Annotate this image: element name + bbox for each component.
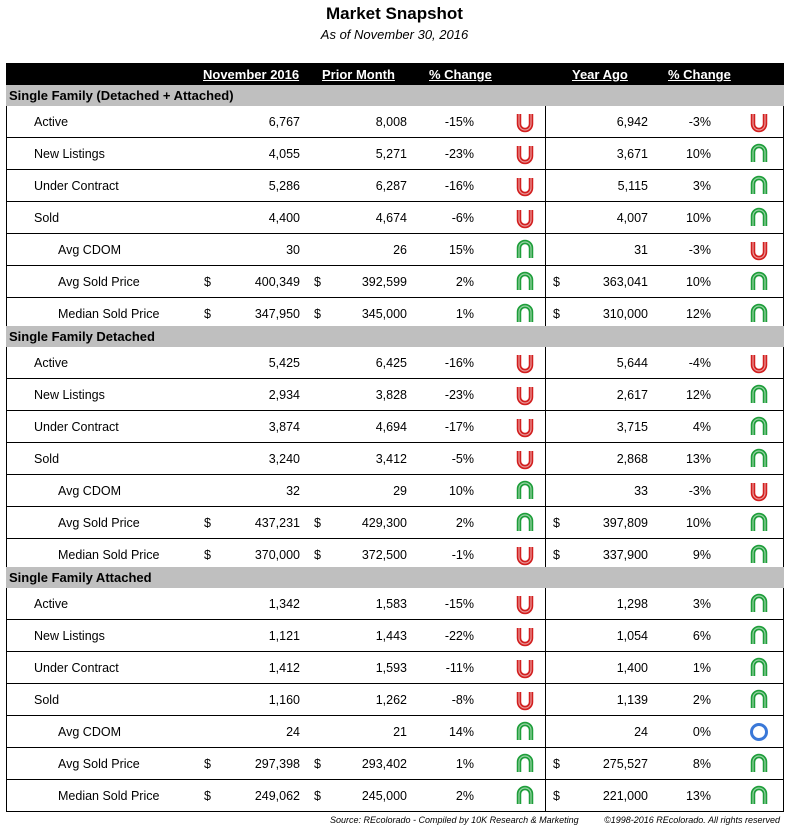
section-header	[6, 85, 784, 106]
row-label: Under Contract	[34, 420, 119, 434]
pct-change-year: 8%	[692, 757, 711, 771]
column-border	[545, 347, 546, 571]
year-ago-value: 31	[634, 243, 648, 257]
row-divider	[6, 811, 784, 812]
year-ago-value: 397,809	[602, 516, 648, 530]
pct-change-year: 3%	[692, 597, 711, 611]
row-label: Median Sold Price	[58, 307, 160, 321]
currency-symbol: $	[314, 275, 321, 289]
table-row	[6, 443, 784, 475]
year-ago-value: 5,644	[616, 356, 648, 370]
row-label: Active	[34, 115, 69, 129]
table-row	[6, 748, 784, 780]
year-ago-value: 221,000	[602, 789, 648, 803]
trend-up-icon	[749, 207, 769, 229]
prior-month-value: 6,425	[375, 356, 407, 370]
row-label: Avg CDOM	[58, 484, 121, 498]
table-row	[6, 780, 784, 812]
currency-symbol: $	[314, 757, 321, 771]
trend-down-icon	[749, 111, 769, 133]
table-row	[6, 507, 784, 539]
trend-down-icon	[515, 544, 535, 566]
trend-up-icon	[515, 753, 535, 775]
trend-up-icon	[749, 689, 769, 711]
prior-month-value: 3,828	[375, 388, 407, 402]
year-ago-value: 1,400	[616, 661, 648, 675]
prior-month-value: 372,500	[361, 548, 407, 562]
row-label: Avg Sold Price	[58, 275, 140, 289]
pct-change-month: 2%	[455, 789, 474, 803]
prior-month-value: 293,402	[361, 757, 407, 771]
trend-neutral-icon	[749, 721, 769, 743]
row-label: New Listings	[34, 388, 105, 402]
pct-change-year: 9%	[692, 548, 711, 562]
pct-change-year: 12%	[685, 388, 711, 402]
pct-change-year: 10%	[685, 516, 711, 530]
currency-symbol: $	[204, 789, 211, 803]
section-title: Single Family (Detached + Attached)	[9, 88, 234, 103]
table-row	[6, 411, 784, 443]
prior-month-value: 429,300	[361, 516, 407, 530]
prior-month-value: 4,694	[375, 420, 407, 434]
current-value: 249,062	[254, 789, 300, 803]
prior-month-value: 392,599	[361, 275, 407, 289]
prior-month-value: 1,443	[375, 629, 407, 643]
year-ago-value: 1,298	[616, 597, 648, 611]
row-label: Avg Sold Price	[58, 757, 140, 771]
section-header	[6, 326, 784, 347]
currency-symbol: $	[314, 548, 321, 562]
trend-up-icon	[749, 753, 769, 775]
pct-change-month: -22%	[444, 629, 474, 643]
row-label: Active	[34, 597, 69, 611]
currency-symbol: $	[553, 307, 560, 321]
currency-symbol: $	[553, 275, 560, 289]
row-label: Under Contract	[34, 179, 119, 193]
prior-month-value: 345,000	[361, 307, 407, 321]
prior-month-value: 5,271	[375, 147, 407, 161]
row-label: Active	[34, 356, 69, 370]
current-value: 1,121	[268, 629, 300, 643]
prior-month-value: 4,674	[375, 211, 407, 225]
pct-change-month: -6%	[451, 211, 474, 225]
table-row	[6, 379, 784, 411]
pct-change-year: 10%	[685, 211, 711, 225]
trend-down-icon	[515, 207, 535, 229]
trend-up-icon	[515, 512, 535, 534]
trend-down-icon	[515, 625, 535, 647]
column-header-year-ago: Year Ago	[572, 67, 628, 82]
column-border	[6, 106, 7, 330]
row-label: Median Sold Price	[58, 548, 160, 562]
year-ago-value: 6,942	[616, 115, 648, 129]
current-value: 1,160	[268, 693, 300, 707]
year-ago-value: 2,868	[616, 452, 648, 466]
pct-change-month: -1%	[451, 548, 474, 562]
trend-up-icon	[515, 721, 535, 743]
pct-change-month: 1%	[455, 307, 474, 321]
current-value: 4,400	[268, 211, 300, 225]
pct-change-year: -3%	[688, 115, 711, 129]
column-border	[783, 347, 784, 571]
trend-up-icon	[749, 593, 769, 615]
currency-symbol: $	[204, 516, 211, 530]
pct-change-month: 15%	[448, 243, 474, 257]
pct-change-month: -16%	[444, 179, 474, 193]
column-border	[783, 588, 784, 812]
prior-month-value: 21	[393, 725, 407, 739]
trend-down-icon	[749, 239, 769, 261]
prior-month-value: 8,008	[375, 115, 407, 129]
current-value: 30	[286, 243, 300, 257]
section-header	[6, 567, 784, 588]
currency-symbol: $	[204, 548, 211, 562]
pct-change-month: -23%	[444, 147, 474, 161]
trend-up-icon	[749, 143, 769, 165]
current-value: 1,412	[268, 661, 300, 675]
row-label: New Listings	[34, 629, 105, 643]
trend-up-icon	[749, 416, 769, 438]
column-border	[6, 588, 7, 812]
pct-change-year: 6%	[692, 629, 711, 643]
row-label: New Listings	[34, 147, 105, 161]
year-ago-value: 24	[634, 725, 648, 739]
current-value: 32	[286, 484, 300, 498]
trend-down-icon	[515, 448, 535, 470]
trend-up-icon	[749, 303, 769, 325]
pct-change-month: -8%	[451, 693, 474, 707]
currency-symbol: $	[553, 516, 560, 530]
row-label: Avg Sold Price	[58, 516, 140, 530]
prior-month-value: 1,583	[375, 597, 407, 611]
trend-down-icon	[749, 352, 769, 374]
column-header-pct-change-year: % Change	[668, 67, 731, 82]
trend-down-icon	[515, 657, 535, 679]
table-row	[6, 588, 784, 620]
pct-change-year: 10%	[685, 147, 711, 161]
prior-month-value: 26	[393, 243, 407, 257]
current-value: 370,000	[254, 548, 300, 562]
pct-change-month: 2%	[455, 275, 474, 289]
pct-change-month: -17%	[444, 420, 474, 434]
current-value: 3,240	[268, 452, 300, 466]
trend-up-icon	[515, 480, 535, 502]
page-title: Market Snapshot	[326, 4, 463, 23]
pct-change-month: 1%	[455, 757, 474, 771]
year-ago-value: 275,527	[602, 757, 648, 771]
row-label: Avg CDOM	[58, 243, 121, 257]
pct-change-month: -5%	[451, 452, 474, 466]
year-ago-value: 4,007	[616, 211, 648, 225]
table-row	[6, 234, 784, 266]
trend-up-icon	[749, 785, 769, 807]
pct-change-year: 0%	[692, 725, 711, 739]
prior-month-value: 245,000	[361, 789, 407, 803]
pct-change-year: -3%	[688, 243, 711, 257]
current-value: 1,342	[268, 597, 300, 611]
pct-change-year: 12%	[685, 307, 711, 321]
year-ago-value: 363,041	[602, 275, 648, 289]
trend-up-icon	[515, 271, 535, 293]
pct-change-year: 3%	[692, 179, 711, 193]
year-ago-value: 2,617	[616, 388, 648, 402]
trend-up-icon	[515, 303, 535, 325]
row-label: Median Sold Price	[58, 789, 160, 803]
section-title: Single Family Detached	[9, 329, 155, 344]
pct-change-month: -23%	[444, 388, 474, 402]
pct-change-year: 1%	[692, 661, 711, 675]
footer	[6, 815, 784, 829]
row-label: Avg CDOM	[58, 725, 121, 739]
trend-down-icon	[749, 480, 769, 502]
currency-symbol: $	[314, 789, 321, 803]
pct-change-year: 2%	[692, 693, 711, 707]
trend-down-icon	[515, 143, 535, 165]
current-value: 297,398	[254, 757, 300, 771]
current-value: 5,425	[268, 356, 300, 370]
pct-change-month: 2%	[455, 516, 474, 530]
column-header-current: November 2016	[203, 67, 300, 82]
pct-change-month: -15%	[444, 115, 474, 129]
current-value: 24	[286, 725, 300, 739]
current-value: 3,874	[268, 420, 300, 434]
current-value: 437,231	[254, 516, 300, 530]
page-subtitle: As of November 30, 2016	[320, 27, 469, 42]
footer-source: Source: REcolorado - Compiled by 10K Research & Marketing	[330, 815, 579, 825]
current-value: 4,055	[268, 147, 300, 161]
footer-copyright: ©1998-2016 REcolorado. All rights reserved	[604, 815, 780, 825]
pct-change-month: 14%	[448, 725, 474, 739]
column-header-bar	[6, 63, 784, 85]
current-value: 2,934	[268, 388, 300, 402]
year-ago-value: 5,115	[617, 179, 648, 193]
table-row	[6, 475, 784, 507]
trend-up-icon	[749, 625, 769, 647]
column-border	[783, 106, 784, 330]
currency-symbol: $	[204, 307, 211, 321]
trend-up-icon	[749, 544, 769, 566]
pct-change-month: -16%	[444, 356, 474, 370]
currency-symbol: $	[204, 275, 211, 289]
prior-month-value: 3,412	[375, 452, 407, 466]
currency-symbol: $	[314, 307, 321, 321]
currency-symbol: $	[553, 548, 560, 562]
row-label: Sold	[34, 452, 60, 466]
section-title: Single Family Attached	[9, 570, 152, 585]
pct-change-month: -15%	[444, 597, 474, 611]
year-ago-value: 3,671	[616, 147, 648, 161]
trend-down-icon	[515, 593, 535, 615]
table-row	[6, 170, 784, 202]
year-ago-value: 337,900	[602, 548, 648, 562]
trend-down-icon	[515, 384, 535, 406]
table-row	[6, 716, 784, 748]
row-label: Sold	[34, 211, 60, 225]
current-value: 6,767	[268, 115, 300, 129]
table-row	[6, 266, 784, 298]
current-value: 347,950	[254, 307, 300, 321]
table-row	[6, 684, 784, 716]
pct-change-year: 10%	[685, 275, 711, 289]
prior-month-value: 1,262	[375, 693, 407, 707]
trend-up-icon	[749, 271, 769, 293]
year-ago-value: 1,054	[616, 629, 648, 643]
current-value: 400,349	[254, 275, 300, 289]
currency-symbol: $	[553, 757, 560, 771]
pct-change-year: -4%	[688, 356, 711, 370]
year-ago-value: 310,000	[602, 307, 648, 321]
table-row	[6, 106, 784, 138]
year-ago-value: 3,715	[616, 420, 648, 434]
row-label: Under Contract	[34, 661, 119, 675]
table-row	[6, 620, 784, 652]
table-row	[6, 652, 784, 684]
pct-change-year: 13%	[685, 452, 711, 466]
currency-symbol: $	[314, 516, 321, 530]
column-border	[545, 588, 546, 812]
column-border	[545, 106, 546, 330]
pct-change-month: -11%	[445, 661, 474, 675]
table-row	[6, 202, 784, 234]
trend-down-icon	[515, 111, 535, 133]
prior-month-value: 29	[393, 484, 407, 498]
trend-up-icon	[515, 239, 535, 261]
pct-change-year: 4%	[692, 420, 711, 434]
trend-down-icon	[515, 689, 535, 711]
year-ago-value: 33	[634, 484, 648, 498]
column-header-pct-change-month: % Change	[429, 67, 492, 82]
currency-symbol: $	[204, 757, 211, 771]
trend-up-icon	[749, 448, 769, 470]
currency-symbol: $	[553, 789, 560, 803]
trend-down-icon	[515, 352, 535, 374]
column-header-prior: Prior Month	[322, 67, 395, 82]
prior-month-value: 6,287	[375, 179, 407, 193]
trend-up-icon	[749, 512, 769, 534]
trend-up-icon	[749, 384, 769, 406]
pct-change-month: 10%	[448, 484, 474, 498]
pct-change-year: 13%	[685, 789, 711, 803]
trend-up-icon	[749, 175, 769, 197]
current-value: 5,286	[268, 179, 300, 193]
column-border	[6, 347, 7, 571]
table-row	[6, 347, 784, 379]
pct-change-year: -3%	[688, 484, 711, 498]
table-row	[6, 138, 784, 170]
trend-up-icon	[749, 657, 769, 679]
year-ago-value: 1,139	[616, 693, 648, 707]
trend-down-icon	[515, 175, 535, 197]
row-label: Sold	[34, 693, 60, 707]
trend-down-icon	[515, 416, 535, 438]
prior-month-value: 1,593	[375, 661, 407, 675]
trend-up-icon	[515, 785, 535, 807]
